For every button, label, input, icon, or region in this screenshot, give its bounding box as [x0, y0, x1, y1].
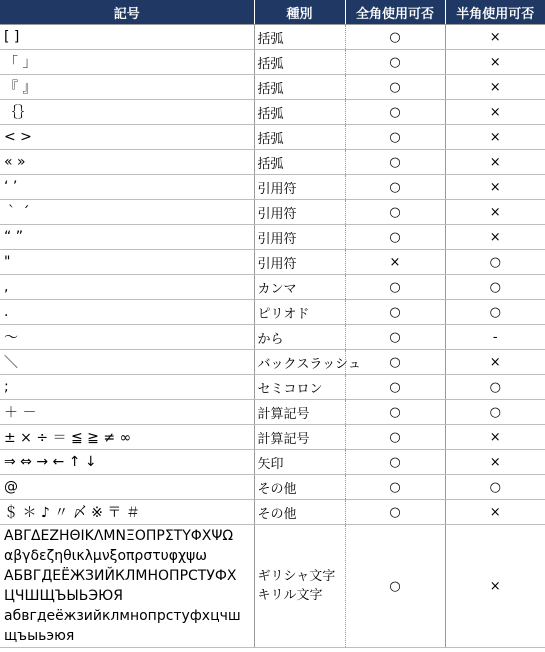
kind-cell-alphabets — [254, 525, 345, 648]
table-row — [0, 475, 545, 500]
kind-cell: 計算記号 — [254, 400, 345, 425]
kind-cell: 引用符 — [254, 200, 345, 225]
fullwidth-cell: ○ — [345, 175, 445, 200]
halfwidth-cell: × — [445, 200, 545, 225]
alphabet-line: абвгдеёжзийклмнопрстуфхцчш — [4, 608, 241, 624]
kind-cell: セミコロン — [254, 375, 345, 400]
alphabet-line: ЦЧШЩЪЫЬЭЮЯ — [4, 588, 123, 604]
table-row — [0, 250, 545, 275]
symbol-cell: “ ” — [0, 225, 254, 250]
kind-cell: 引用符 — [254, 225, 345, 250]
fullwidth-cell: ○ — [345, 150, 445, 175]
fullwidth-cell: ○ — [345, 500, 445, 525]
table-row — [0, 350, 545, 375]
symbol-cell: , — [0, 275, 254, 300]
table-row — [0, 50, 545, 75]
symbol-cell: ＋ － — [0, 400, 254, 425]
kind-cell: から — [254, 325, 345, 350]
symbol-cell: ⇒ ⇔ → ← ↑ ↓ — [0, 450, 254, 475]
halfwidth-cell: × — [445, 125, 545, 150]
halfwidth-cell: × — [445, 25, 545, 50]
fullwidth-cell: ○ — [345, 50, 445, 75]
halfwidth-cell: × — [445, 175, 545, 200]
kind-line: キリル文字 — [257, 588, 323, 603]
kind-line: ギリシャ文字 — [257, 569, 336, 584]
table-row-alphabets — [0, 525, 545, 648]
kind-cell: 括弧 — [254, 100, 345, 125]
kind-cell: バックスラッシュ — [254, 350, 345, 375]
alphabet-line: щъыьэюя — [4, 628, 75, 644]
table-row — [0, 125, 545, 150]
symbol-cell: ‘ ’ — [0, 175, 254, 200]
symbol-cell: " — [0, 250, 254, 275]
fullwidth-cell: ○ — [345, 325, 445, 350]
table-row — [0, 175, 545, 200]
kind-cell: その他 — [254, 500, 345, 525]
alphabet-line: ΑΒΓΔΕΖΗΘΙΚΛΜΝΞΟΠΡΣΤΥΦΧΨΩ — [4, 528, 234, 544]
table-row — [0, 325, 545, 350]
fullwidth-cell: ○ — [345, 200, 445, 225]
table-row — [0, 25, 545, 50]
halfwidth-cell: - — [445, 325, 545, 350]
table-row — [0, 500, 545, 525]
symbol-cell: @ — [0, 475, 254, 500]
kind-cell: 括弧 — [254, 50, 345, 75]
halfwidth-cell: × — [445, 500, 545, 525]
table-row — [0, 450, 545, 475]
fullwidth-cell: ○ — [345, 25, 445, 50]
kind-cell: その他 — [254, 475, 345, 500]
fullwidth-cell: ○ — [345, 375, 445, 400]
fullwidth-cell: ○ — [345, 400, 445, 425]
table-row — [0, 400, 545, 425]
alphabet-line: АБВГДЕЁЖЗИЙКЛМНОПРСТУФХ — [4, 568, 237, 584]
kind-cell: 引用符 — [254, 250, 345, 275]
header-kind: 種別 — [254, 0, 345, 25]
halfwidth-cell: × — [445, 425, 545, 450]
kind-cell: 括弧 — [254, 150, 345, 175]
halfwidth-cell: ○ — [445, 475, 545, 500]
symbol-cell: ± × ÷ ＝ ≦ ≧ ≠ ∞ — [0, 425, 254, 450]
fullwidth-cell: ○ — [345, 475, 445, 500]
halfwidth-cell: × — [445, 100, 545, 125]
header-halfwidth: 半角使用可否 — [445, 0, 545, 25]
fullwidth-cell: ○ — [345, 350, 445, 375]
symbol-cell: . — [0, 300, 254, 325]
header-fullwidth: 全角使用可否 — [345, 0, 445, 25]
fullwidth-cell: ○ — [345, 525, 445, 648]
halfwidth-cell: ○ — [445, 250, 545, 275]
halfwidth-cell: × — [445, 225, 545, 250]
kind-cell: 計算記号 — [254, 425, 345, 450]
fullwidth-cell: ○ — [345, 425, 445, 450]
table-row — [0, 100, 545, 125]
symbol-cell: [ ] — [0, 25, 254, 50]
halfwidth-cell: × — [445, 50, 545, 75]
fullwidth-cell: ○ — [345, 75, 445, 100]
kind-cell: 括弧 — [254, 75, 345, 100]
fullwidth-cell: ○ — [345, 125, 445, 150]
halfwidth-cell: × — [445, 525, 545, 648]
fullwidth-cell: ○ — [345, 275, 445, 300]
table-row — [0, 300, 545, 325]
table-row — [0, 200, 545, 225]
table-row — [0, 225, 545, 250]
table-row — [0, 150, 545, 175]
table-row — [0, 375, 545, 400]
fullwidth-cell: ○ — [345, 225, 445, 250]
symbol-cell: ＼ — [0, 350, 254, 375]
fullwidth-cell: ○ — [345, 300, 445, 325]
symbol-cell: ｛｝ — [0, 100, 254, 125]
halfwidth-cell: × — [445, 450, 545, 475]
symbol-cell: 「 」 — [0, 50, 254, 75]
header-symbol: 記号 — [0, 0, 254, 25]
symbol-cell: « » — [0, 150, 254, 175]
symbol-cell: < > — [0, 125, 254, 150]
table-row — [0, 425, 545, 450]
table-row — [0, 75, 545, 100]
symbol-cell: ; — [0, 375, 254, 400]
kind-cell: ピリオド — [254, 300, 345, 325]
symbol-cell: ｀ ´ — [0, 200, 254, 225]
header-row — [0, 0, 545, 25]
table-row — [0, 275, 545, 300]
symbol-cell-alphabets — [0, 525, 254, 648]
kind-cell: カンマ — [254, 275, 345, 300]
halfwidth-cell: ○ — [445, 375, 545, 400]
halfwidth-cell: × — [445, 75, 545, 100]
fullwidth-cell: ○ — [345, 450, 445, 475]
halfwidth-cell: × — [445, 350, 545, 375]
kind-cell: 括弧 — [254, 125, 345, 150]
halfwidth-cell: ○ — [445, 300, 545, 325]
kind-cell: 括弧 — [254, 25, 345, 50]
symbol-cell: ～ — [0, 325, 254, 350]
halfwidth-cell: × — [445, 150, 545, 175]
symbol-cell: ＄ ＊ ♪ 〃 〆 ※ 〒 ＃ — [0, 500, 254, 525]
kind-cell: 矢印 — [254, 450, 345, 475]
halfwidth-cell: ○ — [445, 275, 545, 300]
symbol-cell: 『 』 — [0, 75, 254, 100]
kind-cell: 引用符 — [254, 175, 345, 200]
halfwidth-cell: ○ — [445, 400, 545, 425]
fullwidth-cell: ○ — [345, 100, 445, 125]
alphabet-line: αβγδεζηθικλμνξοπρστυφχψω — [4, 548, 208, 564]
fullwidth-cell: × — [345, 250, 445, 275]
